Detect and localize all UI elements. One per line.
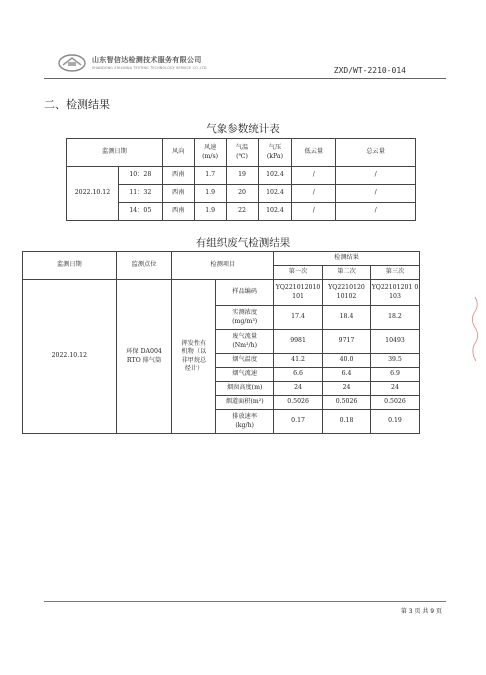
exhaust-value-3: 0.5026: [370, 396, 419, 410]
exhaust-param: 烟气流速: [216, 368, 274, 382]
page-number: 第 3 页 共 9 页: [400, 608, 442, 615]
exhaust-table-title: 有组织废气检测结果: [195, 237, 291, 249]
weather-pressure: 102.4: [258, 167, 292, 185]
company-logo-icon: [58, 53, 86, 73]
exhaust-value-3: 0.19: [370, 410, 419, 434]
exhaust-value-2: 0.18: [323, 410, 371, 434]
footer-divider: [44, 601, 446, 602]
exhaust-header-result: 检测结果: [274, 252, 420, 266]
weather-speed: 1.9: [194, 185, 226, 203]
exhaust-param: 排放速率 (kg/h): [216, 410, 274, 434]
exhaust-value-1: 9981: [274, 330, 323, 354]
exhaust-value-3: 6.9: [370, 368, 419, 382]
weather-header-total-cloud: 总云量: [336, 139, 416, 167]
weather-row: [67, 185, 416, 203]
exhaust-value-1: 24: [274, 382, 323, 396]
weather-dir: 西南: [162, 185, 194, 203]
exhaust-param: 烟囱高度(m): [216, 382, 274, 396]
exhaust-value-2: YQ2210120 10102: [323, 280, 371, 306]
weather-date: 2022.10.12: [67, 167, 119, 221]
weather-dir: 西南: [162, 203, 194, 221]
exhaust-value-1: 0.5026: [274, 396, 323, 410]
weather-low-cloud: /: [292, 185, 336, 203]
weather-speed: 1.7: [194, 167, 226, 185]
weather-table-title: 气象参数统计表: [206, 123, 280, 135]
exhaust-header-point: 监测点位: [116, 252, 172, 280]
exhaust-pollutant: 挥发性有 机物（以 非甲烷总 烃计）: [172, 280, 216, 434]
weather-temp: 22: [226, 203, 258, 221]
weather-total-cloud: /: [336, 185, 416, 203]
exhaust-value-2: 0.5026: [323, 396, 371, 410]
weather-header-low-cloud: 低云量: [292, 139, 336, 167]
exhaust-value-1: 6.6: [274, 368, 323, 382]
weather-header-temp: 气温 (℃): [226, 139, 258, 167]
exhaust-header-item: 检测项目: [172, 252, 274, 280]
exhaust-value-2: 40.0: [323, 354, 371, 368]
exhaust-date: 2022.10.12: [23, 280, 117, 434]
seal-mark-icon: [468, 295, 482, 365]
exhaust-value-3: 18.2: [370, 306, 419, 330]
exhaust-table: [22, 251, 420, 434]
weather-table: [66, 138, 416, 221]
exhaust-header-run-2: 第二次: [323, 266, 371, 280]
weather-time: 11：32: [118, 185, 162, 203]
company-name: 山东智信达检测技术服务有限公司: [92, 56, 202, 64]
weather-speed: 1.9: [194, 203, 226, 221]
exhaust-value-3: 39.5: [370, 354, 419, 368]
exhaust-value-2: 6.4: [323, 368, 371, 382]
exhaust-param: 实测浓度 (mg/m³): [216, 306, 274, 330]
exhaust-value-3: YQ22101201 0 103: [370, 280, 419, 306]
weather-header-pressure: 气压 (kPa): [258, 139, 292, 167]
weather-pressure: 102.4: [258, 185, 292, 203]
exhaust-param: 烟道面积(m²): [216, 396, 274, 410]
weather-dir: 西南: [162, 167, 194, 185]
exhaust-header-date: 监测日期: [23, 252, 117, 280]
document-code: ZXD/WT-2210-014: [333, 66, 406, 75]
weather-pressure: 102.4: [258, 203, 292, 221]
exhaust-value-1: 41.2: [274, 354, 323, 368]
section-title: 二、检测结果: [44, 98, 110, 111]
weather-temp: 20: [226, 185, 258, 203]
exhaust-value-2: 9717: [323, 330, 371, 354]
header-divider: [44, 78, 446, 79]
exhaust-value-3: 24: [370, 382, 419, 396]
weather-header-dir: 风向: [162, 139, 194, 167]
weather-total-cloud: /: [336, 203, 416, 221]
weather-time: 14：05: [118, 203, 162, 221]
exhaust-param: 烟气温度: [216, 354, 274, 368]
exhaust-value-1: 0.17: [274, 410, 323, 434]
exhaust-header-run-1: 第一次: [274, 266, 323, 280]
weather-low-cloud: /: [292, 167, 336, 185]
weather-time: 10：28: [118, 167, 162, 185]
exhaust-value-1: 17.4: [274, 306, 323, 330]
exhaust-value-3: 10493: [370, 330, 419, 354]
weather-total-cloud: /: [336, 167, 416, 185]
weather-header-date: 监测日期: [67, 139, 163, 167]
weather-header-speed: 风速 (m/s): [194, 139, 226, 167]
exhaust-value-2: 24: [323, 382, 371, 396]
weather-low-cloud: /: [292, 203, 336, 221]
weather-row: [67, 167, 416, 185]
company-name-en: SHANDONG ZHIXINDA TESTING TECHNOLOGY SERVICE CO.,LTD: [92, 66, 207, 70]
exhaust-value-2: 18.4: [323, 306, 371, 330]
exhaust-row: [23, 280, 420, 306]
weather-temp: 19: [226, 167, 258, 185]
exhaust-value-1: YQ221012010 101: [274, 280, 323, 306]
exhaust-point: 环保 DA004 RTO 排气筒: [116, 280, 172, 434]
exhaust-header-run-3: 第三次: [370, 266, 419, 280]
exhaust-param: 样品编码: [216, 280, 274, 306]
exhaust-param: 废气流量 (Nm³/h): [216, 330, 274, 354]
weather-row: [67, 203, 416, 221]
